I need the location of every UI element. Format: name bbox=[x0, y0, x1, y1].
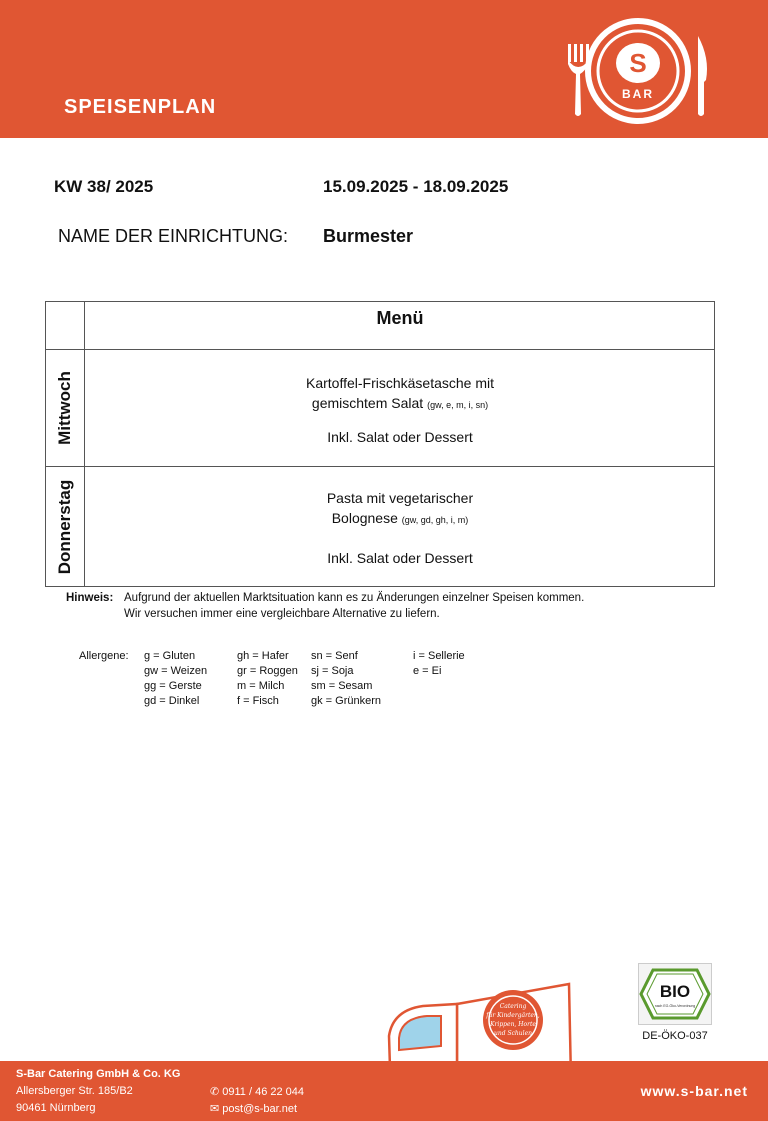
footer-email-link[interactable]: ✉ post@s-bar.net bbox=[210, 1103, 298, 1115]
page-title: SPEISENPLAN bbox=[64, 96, 217, 118]
dish-line: Kartoffel-Frischkäsetasche mit bbox=[305, 375, 495, 391]
footer-website-link[interactable]: www.s-bar.net bbox=[640, 1083, 748, 1099]
allergen-entry: gg = Gerste bbox=[144, 680, 202, 692]
dish-cell-mittwoch bbox=[85, 373, 715, 447]
truck-text-line: für Kindergärten, bbox=[486, 1012, 540, 1019]
allergen-entry: sn = Senf bbox=[311, 650, 358, 662]
footer-company: S-Bar Catering GmbH & Co. KG bbox=[16, 1068, 181, 1080]
footer-city: 90461 Nürnberg bbox=[16, 1102, 96, 1114]
dish-allergens: (gw, gd, gh, i, m) bbox=[401, 515, 469, 525]
allergen-entry: e = Ei bbox=[413, 665, 442, 677]
allergen-column bbox=[237, 649, 298, 709]
menu-table bbox=[45, 301, 715, 587]
allergen-entry: gr = Roggen bbox=[237, 665, 298, 677]
institution-label: NAME DER EINRICHTUNG: bbox=[58, 226, 289, 246]
allergen-entry: g = Gluten bbox=[144, 650, 196, 662]
logo-word: BAR bbox=[622, 87, 654, 101]
allergen-column bbox=[144, 649, 207, 709]
allergen-legend-label: Allergene: bbox=[79, 650, 129, 662]
truck-text-line: Krippen, Horte bbox=[490, 1021, 536, 1028]
truck-text-line: Catering bbox=[499, 1003, 527, 1010]
dish-extra: Inkl. Salat oder Dessert bbox=[327, 429, 473, 445]
header-banner bbox=[0, 0, 768, 138]
s-bar-logo bbox=[558, 18, 718, 124]
dish-line: Pasta mit vegetarischer bbox=[326, 490, 474, 506]
notice-label: Hinweis: bbox=[66, 592, 114, 604]
allergen-entry: gh = Hafer bbox=[237, 650, 289, 662]
dish-extra: Inkl. Salat oder Dessert bbox=[327, 550, 473, 566]
bio-seal-text: BIO bbox=[659, 982, 691, 1001]
allergen-entry: gk = Grünkern bbox=[311, 695, 382, 707]
allergen-entry: m = Milch bbox=[237, 680, 285, 692]
date-range: 15.09.2025 - 18.09.2025 bbox=[323, 177, 509, 196]
bio-control-code: DE-ÖKO-037 bbox=[642, 1030, 708, 1042]
calendar-week: KW 38/ 2025 bbox=[54, 177, 154, 196]
dish-line bbox=[85, 393, 715, 415]
bio-seal bbox=[638, 963, 712, 1025]
logo-letter: S bbox=[629, 48, 647, 78]
knife-icon bbox=[698, 36, 707, 116]
allergen-entry: gd = Dinkel bbox=[144, 695, 200, 707]
day-cell-donnerstag bbox=[46, 467, 84, 587]
dish-line-name: gemischtem Salat bbox=[311, 395, 424, 411]
allergen-entry: f = Fisch bbox=[237, 695, 279, 707]
footer-street: Allersberger Str. 185/B2 bbox=[16, 1085, 133, 1097]
bio-seal-subtext: nach EG-Öko-Verordnung bbox=[654, 1004, 696, 1008]
allergen-entry: i = Sellerie bbox=[413, 650, 465, 662]
footer bbox=[0, 1061, 768, 1121]
day-cell-mittwoch bbox=[46, 350, 84, 466]
dish-line-name: Bolognese bbox=[331, 510, 398, 526]
dish-line bbox=[85, 508, 715, 530]
dish-allergens: (gw, e, m, i, sn) bbox=[427, 400, 489, 410]
notice-line: Aufgrund der aktuellen Marktsituation kann es zu Änderungen einzelner Speisen kommen. bbox=[124, 592, 585, 604]
notice-line: Wir versuchen immer eine vergleichbare Alternative zu liefern. bbox=[124, 608, 440, 620]
dish-cell-donnerstag bbox=[85, 488, 715, 568]
truck-text-line: und Schulen bbox=[493, 1030, 533, 1037]
allergen-column bbox=[311, 649, 381, 709]
bio-hexagon-icon bbox=[639, 964, 711, 1024]
day-label: Donnerstag bbox=[55, 479, 74, 575]
allergen-entry: sm = Sesam bbox=[311, 680, 373, 692]
allergen-column bbox=[413, 649, 465, 679]
menu-column-header: Menü bbox=[376, 308, 424, 328]
institution-name: Burmester bbox=[323, 226, 414, 246]
footer-phone: ✆ 0911 / 46 22 044 bbox=[210, 1086, 305, 1098]
allergen-entry: gw = Weizen bbox=[144, 665, 208, 677]
allergen-entry: sj = Soja bbox=[311, 665, 354, 677]
day-label: Mittwoch bbox=[55, 371, 74, 445]
